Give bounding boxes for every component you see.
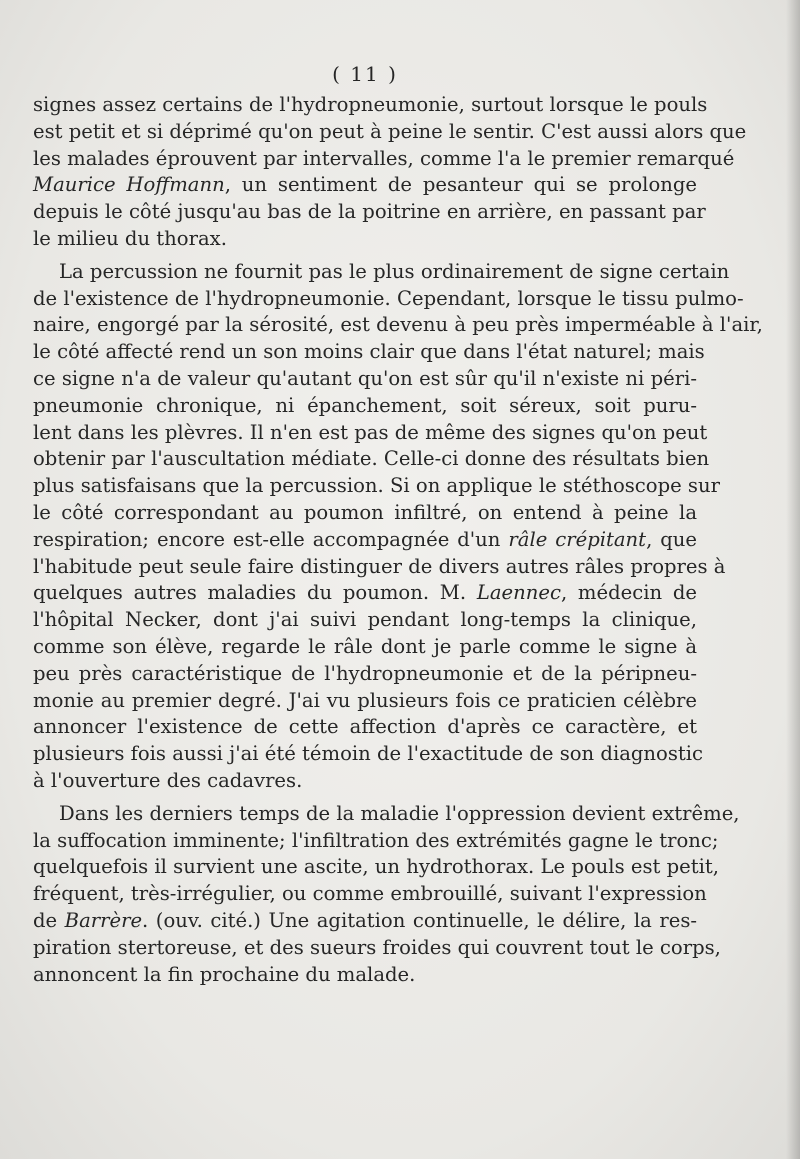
text-line: monie au premier degré. J'ai vu plusieurs fois ce praticien célèbre	[33, 688, 697, 712]
page-number: ( 11 )	[332, 62, 398, 86]
text-line: plus satisfaisans que la percussion. Si on applique le stéthoscope sur	[33, 474, 720, 498]
paragraph-1	[33, 92, 747, 253]
text-line: fréquent, très-irrégulier, ou comme embrouillé, suivant l'expression	[33, 882, 707, 906]
text-line: signes assez certains de l'hydropneumonie, surtout lorsque le pouls	[33, 93, 708, 116]
page-edge-shadow	[786, 0, 800, 1159]
text-line: depuis le côté jusqu'au bas de la poitrine en arrière, en passant par	[33, 200, 706, 224]
author-name-italic: Barrère	[64, 908, 143, 932]
text-line: pneumonie chronique, ni épanchement, soit séreux, soit puru-	[33, 393, 697, 417]
text-fragment: . (ouv. cité.) Une agitation continuelle, le délire, la res-	[142, 908, 697, 932]
text-line: lent dans les plèvres. Il n'en est pas de même des signes qu'on peut	[33, 420, 708, 444]
text-line: le côté correspondant au poumon infiltré, on entend à peine la	[33, 500, 697, 524]
text-line: La percussion ne fournit pas le plus ordinairement de signe certain	[59, 259, 730, 283]
text-line: est petit et si déprimé qu'on peut à peine le sentir. C'est aussi alors que	[33, 119, 747, 143]
text-line: quelquefois il survient une ascite, un hydrothorax. Le pouls est petit,	[33, 855, 719, 879]
text-line: la suffocation imminente; l'infiltration des extrémités gagne le tronc;	[33, 828, 719, 852]
text-line: comme son élève, regarde le râle dont je parle comme le signe à	[33, 634, 697, 658]
text-line: Dans les derniers temps de la maladie l'oppression devient extrême,	[59, 801, 740, 825]
text-line: plusieurs fois aussi j'ai été témoin de l'exactitude de son diagnostic	[33, 742, 704, 766]
text-fragment: , un sentiment de pesanteur qui se prolonge	[224, 173, 697, 197]
text-line: l'hôpital Necker, dont j'ai suivi pendant long-temps la clinique,	[33, 608, 697, 632]
text-line: le côté affecté rend un son moins clair que dans l'état naturel; mais	[33, 340, 705, 364]
text-line: ce signe n'a de valeur qu'autant qu'on est sûr qu'il n'existe ni péri-	[33, 366, 697, 390]
text-fragment: quelques autres maladies du poumon. M.	[33, 581, 477, 605]
text-fragment: de	[33, 908, 65, 932]
text-line: naire, engorgé par la sérosité, est devenu à peu près imperméable à l'air,	[33, 313, 763, 337]
text-line: à l'ouverture des cadavres.	[33, 768, 303, 792]
text-line	[33, 172, 697, 199]
text-line: piration stertoreuse, et des sueurs froides qui couvrent tout le corps,	[33, 935, 721, 959]
text-fragment: , médecin de	[560, 581, 697, 605]
body-text	[33, 92, 763, 988]
text-fragment: respiration; encore est-elle accompagnée d'un	[33, 527, 509, 551]
author-name-italic: Laennec	[476, 581, 561, 605]
author-name-italic: Maurice Hoffmann	[33, 173, 225, 197]
text-line: obtenir par l'auscultation médiate. Celle-ci donne des résultats bien	[33, 447, 710, 471]
text-line: annoncer l'existence de cette affection d'après ce caractère, et	[33, 715, 697, 739]
text-line	[33, 580, 697, 607]
text-fragment: , que	[646, 527, 698, 551]
text-line	[33, 527, 697, 554]
text-line: peu près caractéristique de l'hydropneumonie et de la péripneu-	[33, 661, 697, 685]
text-line: annoncent la fin prochaine du malade.	[33, 962, 416, 986]
paragraph-3	[33, 801, 740, 989]
paragraph-2	[33, 259, 763, 795]
text-line: le milieu du thorax.	[33, 226, 227, 250]
text-line: l'habitude peut seule faire distinguer de divers autres râles propres à	[33, 554, 726, 578]
text-line: les malades éprouvent par intervalles, comme l'a le premier remarqué	[33, 146, 735, 170]
text-line: de l'existence de l'hydropneumonie. Cependant, lorsque le tissu pulmo-	[33, 286, 744, 310]
text-line	[33, 908, 697, 935]
term-italic: râle crépitant	[508, 527, 647, 551]
